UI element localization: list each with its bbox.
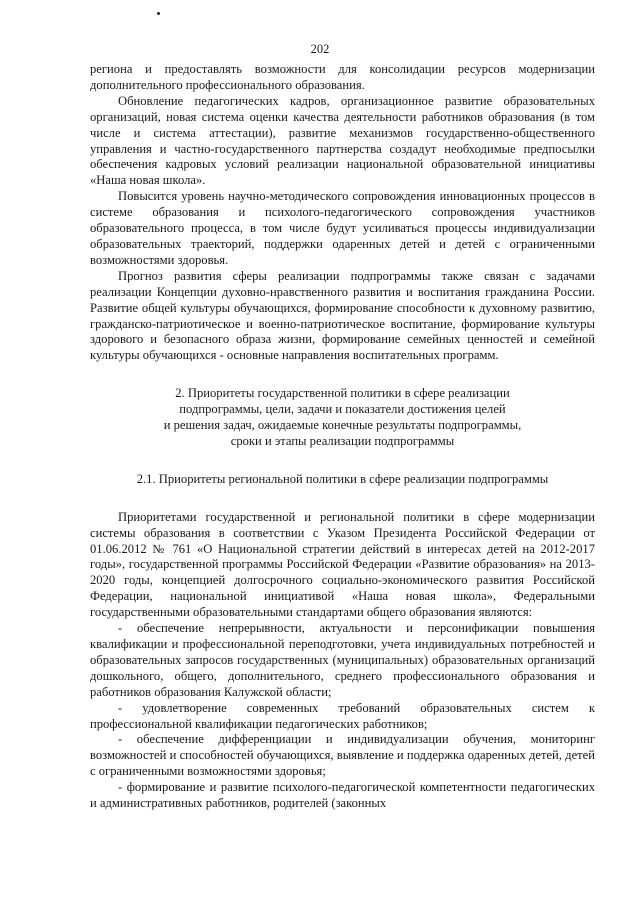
document-body xyxy=(90,62,595,812)
section-heading-line: подпрограммы, цели, задачи и показатели достижения целей xyxy=(179,402,506,417)
paragraph: региона и предоставлять возможности для консолидации ресурсов модернизации дополнительного профессионального образования. xyxy=(90,62,595,92)
section-heading xyxy=(90,386,595,450)
section-heading-line: сроки и этапы реализации подпрограммы xyxy=(230,433,455,448)
paragraph: Прогноз развития сферы реализации подпрограммы также связан с задачами реализации Концепции духовно-нравственного развития и воспитания гражданина России. Развитие общей культуры обучающихся, формирование способности к духовному развитию, гражданско-патриотическое и военно-патриотическое воспитание, формирование культуры здорового и безопасного образа жизни, формирование семейных ценностей и семейной культуры обучающихся - основные направления воспитательных программ. xyxy=(90,268,595,363)
paragraph: Повысится уровень научно-методического сопровождения инновационных процессов в системе образования и психолого-педагогического сопровождения участников образовательного процесса, в том числе будут усиливаться процессы индивидуализации образовательных траекторий, поддержки одаренных детей и детей с ограниченными возможностями здоровья. xyxy=(90,189,595,267)
list-item: - удовлетворение современных требований образовательных систем к профессиональной квалификации педагогических работников; xyxy=(90,700,595,731)
paragraph: Приоритетами государственной и региональной политики в сфере модернизации системы образования в соответствии с Указом Президента Российской Федерации от 01.06.2012 № 761 «О Национальной стратегии действий в интересах детей на 2012-2017 годы», государственной программы Российской Федерации «Развитие образования» на 2013-2020 годы, концепцией долгосрочного социально-экономического развития Российской Федерации, национальной инициативой «Наша новая школа», Федеральными государственными образовательными стандартами общего образования являются: xyxy=(90,509,595,620)
list-item: - обеспечение дифференциации и индивидуализации обучения, мониторинг возможностей и способностей обучающихся, выявление и поддержка одаренных детей, детей с ограниченными возможностями здоровья; xyxy=(90,732,595,779)
page-number: 202 xyxy=(310,42,330,56)
paragraph: Обновление педагогических кадров, организационное развитие образовательных организаций, новая система оценки качества деятельности работников образования (в том числе и система аттестации), развитие механизмов государственно-общественного управления и частно-государственного партнерства создадут необходимые предпосылки обеспечения кадровых условий реализации национальной образовательной инициативы «Наша новая школа». xyxy=(90,93,595,188)
list-item: - формирование и развитие психолого-педагогической компетентности педагогических и административных работников, родителей (законных xyxy=(90,780,595,811)
scan-speck xyxy=(157,12,160,15)
section-heading-line: и решения задач, ожидаемые конечные результаты подпрограммы, xyxy=(163,418,522,433)
subsection-heading: 2.1. Приоритеты региональной политики в сфере реализации подпрограммы xyxy=(136,471,549,486)
section-heading-line: 2. Приоритеты государственной политики в сфере реализации xyxy=(175,386,510,401)
list-item: - обеспечение непрерывности, актуальности и персонификации повышения квалификации и профессиональной переподготовки, учета индивидуальных потребностей и образовательных запросов государственных (муниципальных) образовательных организаций дошкольного, общего, дополнительного, среднего профессионального образования и работников образования Калужской области; xyxy=(90,621,595,699)
